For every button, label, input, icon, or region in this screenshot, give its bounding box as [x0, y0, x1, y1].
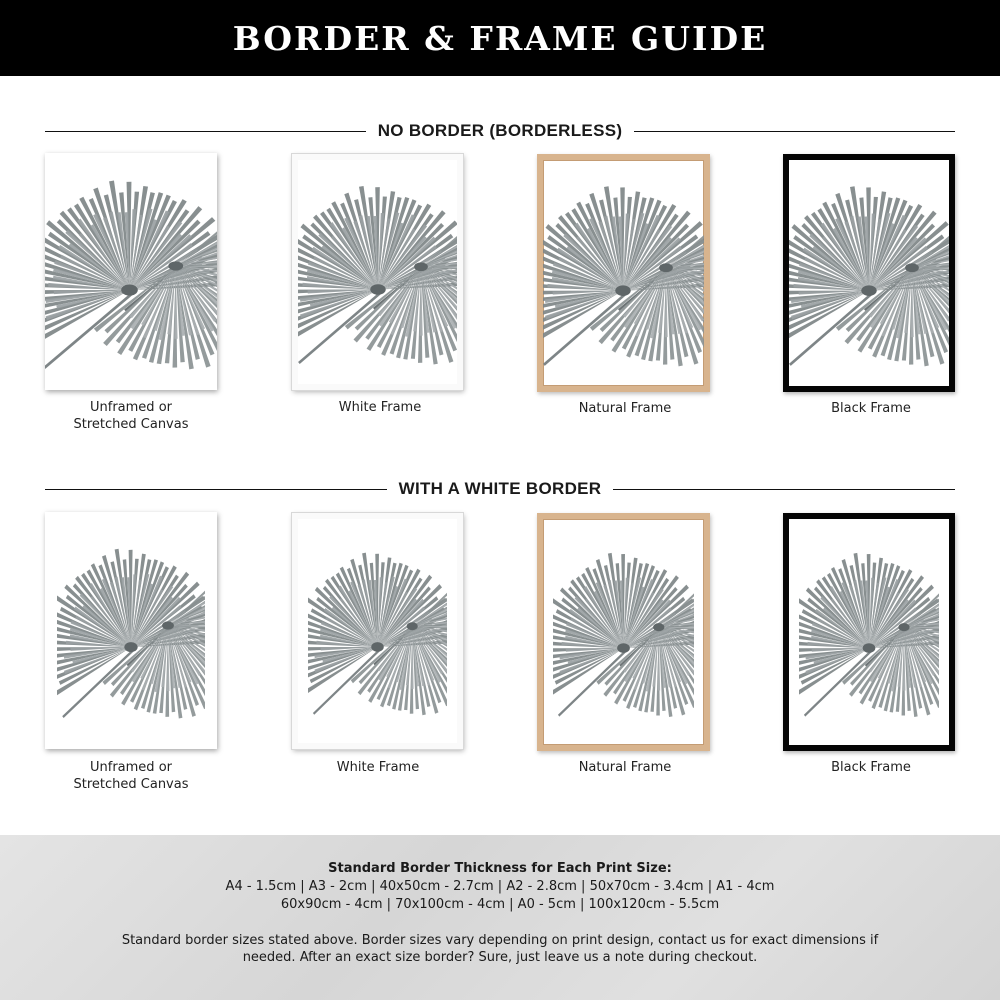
caption-line: Natural Frame — [578, 760, 672, 775]
section-heading: WITH A WHITE BORDER — [398, 479, 602, 498]
caption-line: Black Frame — [831, 401, 911, 416]
divider — [45, 489, 387, 490]
item-caption — [278, 759, 478, 776]
border-note: Standard border sizes stated above. Border sizes vary depending on print design, contact us for exact dimensions if needed. After an exact size border? Sure, just leave us a note during checkout. — [121, 933, 879, 965]
divider — [634, 131, 955, 132]
divider — [613, 489, 955, 490]
section-heading: NO BORDER (BORDERLESS) — [377, 121, 623, 140]
palm-leaf-icon — [799, 529, 939, 735]
item-caption — [31, 399, 231, 433]
palm-leaf-shape — [57, 549, 205, 719]
border-info-footer — [0, 835, 1000, 1000]
palm-leaf-icon — [292, 160, 463, 384]
caption-line: Stretched Canvas — [73, 417, 189, 432]
framed-artwork — [783, 513, 955, 751]
item-caption — [31, 759, 231, 793]
item-caption — [280, 399, 480, 416]
palm-leaf-icon — [308, 529, 447, 733]
palm-leaf-shape — [553, 553, 694, 717]
caption-line: Unframed or — [90, 400, 172, 415]
section-title-no-border — [45, 121, 955, 141]
palm-leaf-icon — [57, 524, 205, 737]
caption-line: Stretched Canvas — [73, 777, 189, 792]
framed-artwork — [537, 513, 710, 751]
divider — [45, 131, 366, 132]
palm-leaf-shape — [537, 186, 709, 366]
caption-line: Unframed or — [90, 760, 172, 775]
framed-artwork — [45, 153, 217, 390]
palm-leaf-icon — [553, 529, 694, 735]
palm-leaf-shape — [783, 186, 955, 366]
framed-artwork — [537, 154, 710, 392]
section-title-white-border — [45, 479, 955, 499]
border-size-list: 60x90cm - 4cm | 70x100cm - 4cm | A0 - 5cm | 100x120cm - 5.5cm — [280, 897, 720, 912]
palm-leaf-icon — [45, 153, 217, 390]
header-banner — [0, 0, 1000, 76]
framed-artwork — [45, 512, 217, 749]
caption-line: Natural Frame — [578, 401, 672, 416]
palm-leaf-icon — [783, 160, 955, 386]
caption-line: Black Frame — [831, 760, 911, 775]
item-caption — [771, 759, 971, 776]
palm-leaf-shape — [45, 180, 217, 369]
item-caption — [771, 400, 971, 417]
item-caption — [525, 400, 725, 417]
palm-leaf-shape — [799, 553, 939, 717]
border-size-list: A4 - 1.5cm | A3 - 2cm | 40x50cm - 2.7cm | A2 - 2.8cm | 50x70cm - 3.4cm | A1 - 4cm — [225, 879, 775, 894]
border-thickness-title: Standard Border Thickness for Each Print Size: — [328, 861, 672, 876]
framed-artwork — [292, 154, 463, 390]
palm-leaf-shape — [308, 553, 447, 716]
caption-line: White Frame — [338, 400, 422, 415]
caption-line: White Frame — [336, 760, 420, 775]
framed-artwork — [783, 154, 955, 392]
palm-leaf-shape — [292, 186, 463, 364]
framed-artwork — [292, 513, 463, 749]
page-title: BORDER & FRAME GUIDE — [232, 18, 768, 58]
palm-leaf-icon — [537, 160, 709, 386]
item-caption — [525, 759, 725, 776]
